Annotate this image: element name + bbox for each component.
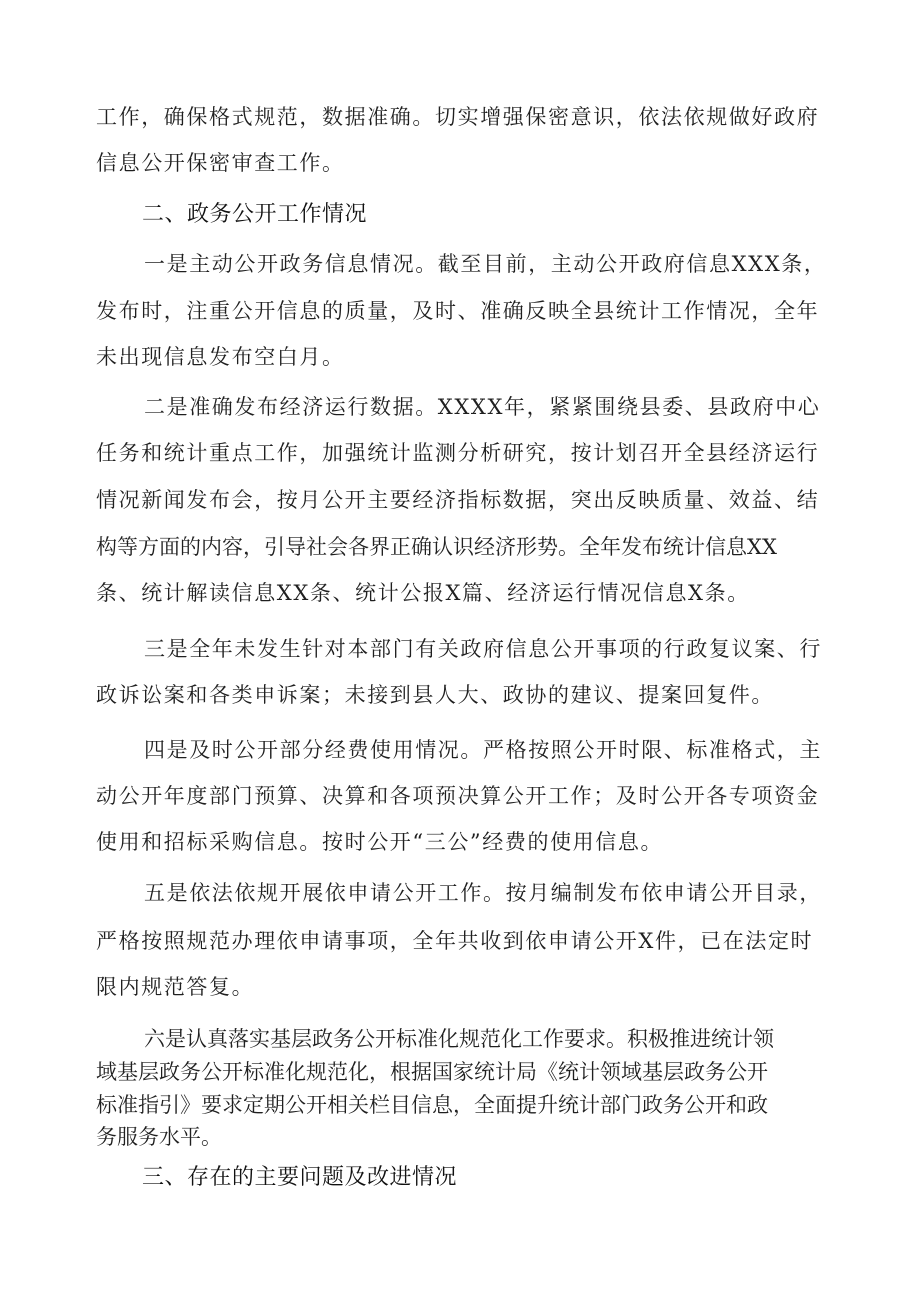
paragraph-line: 三是全年未发生针对本部门有关政府信息公开事项的行政复议案、行 [144, 637, 822, 661]
paragraph-line: 信息公开保密审查工作。 [96, 151, 345, 175]
paragraph-line: 一是主动公开政务信息情况。截至目前，主动公开政府信息XXX条， [144, 252, 827, 276]
paragraph-line: 限内规范答复。 [96, 975, 255, 999]
paragraph-line: 动公开年度部门预算、决算和各项预决算公开工作；及时公开各专项资金 [96, 784, 820, 808]
paragraph-line: 任务和统计重点工作，加强统计监测分析研究，按计划召开全县经济运行 [96, 441, 820, 465]
section-heading-3: 三、存在的主要问题及改进情况 [142, 1165, 458, 1190]
paragraph-line: 务服务水平。 [96, 1125, 222, 1149]
paragraph-line: 使用和招标采购信息。按时公开“三公”经费的使用信息。 [96, 830, 664, 854]
paragraph-line: 四是及时公开部分经费使用情况。严格按照公开时限、标准格式，主 [144, 738, 822, 762]
paragraph-line: 五是依法依规开展依申请公开工作。按月编制发布依申请公开目录， [144, 881, 822, 905]
paragraph-line: 未出现信息发布空白月。 [96, 345, 345, 369]
paragraph-line: 构等方面的内容，引导社会各界正确认识经济形势。全年发布统计信息XX [96, 535, 777, 559]
paragraph-line: 六是认真落实基层政务公开标准化规范化工作要求。积极推进统计领 [144, 1027, 774, 1051]
paragraph-line: 政诉讼案和各类申诉案；未接到县人大、政协的建议、提案回复件。 [96, 683, 774, 707]
paragraph-line: 标准指引》要求定期公开相关栏目信息，全面提升统计部门政务公开和政 [96, 1093, 768, 1117]
paragraph-line: 发布时，注重公开信息的质量，及时、准确反映全县统计工作情况，全年 [96, 299, 820, 323]
paragraph-line: 严格按照规范办理依申请事项，全年共收到依申请公开X件，已在法定时 [96, 929, 814, 953]
paragraph-line: 二是准确发布经济运行数据。XXXX年，紧紧围绕县委、县政府中心 [144, 395, 821, 419]
section-heading-2: 二、政务公开工作情况 [142, 202, 368, 227]
paragraph-line: 域基层政务公开标准化规范化，根据国家统计局《统计领域基层政务公开 [96, 1060, 768, 1084]
paragraph-line: 条、统计解读信息XX条、统计公报X篇、经济运行情况信息X条。 [96, 581, 750, 605]
paragraph-line: 工作，确保格式规范，数据准确。切实增强保密意识，依法依规做好政府 [96, 105, 820, 129]
paragraph-line: 情况新闻发布会，按月公开主要经济指标数据，突出反映质量、效益、结 [96, 488, 820, 512]
